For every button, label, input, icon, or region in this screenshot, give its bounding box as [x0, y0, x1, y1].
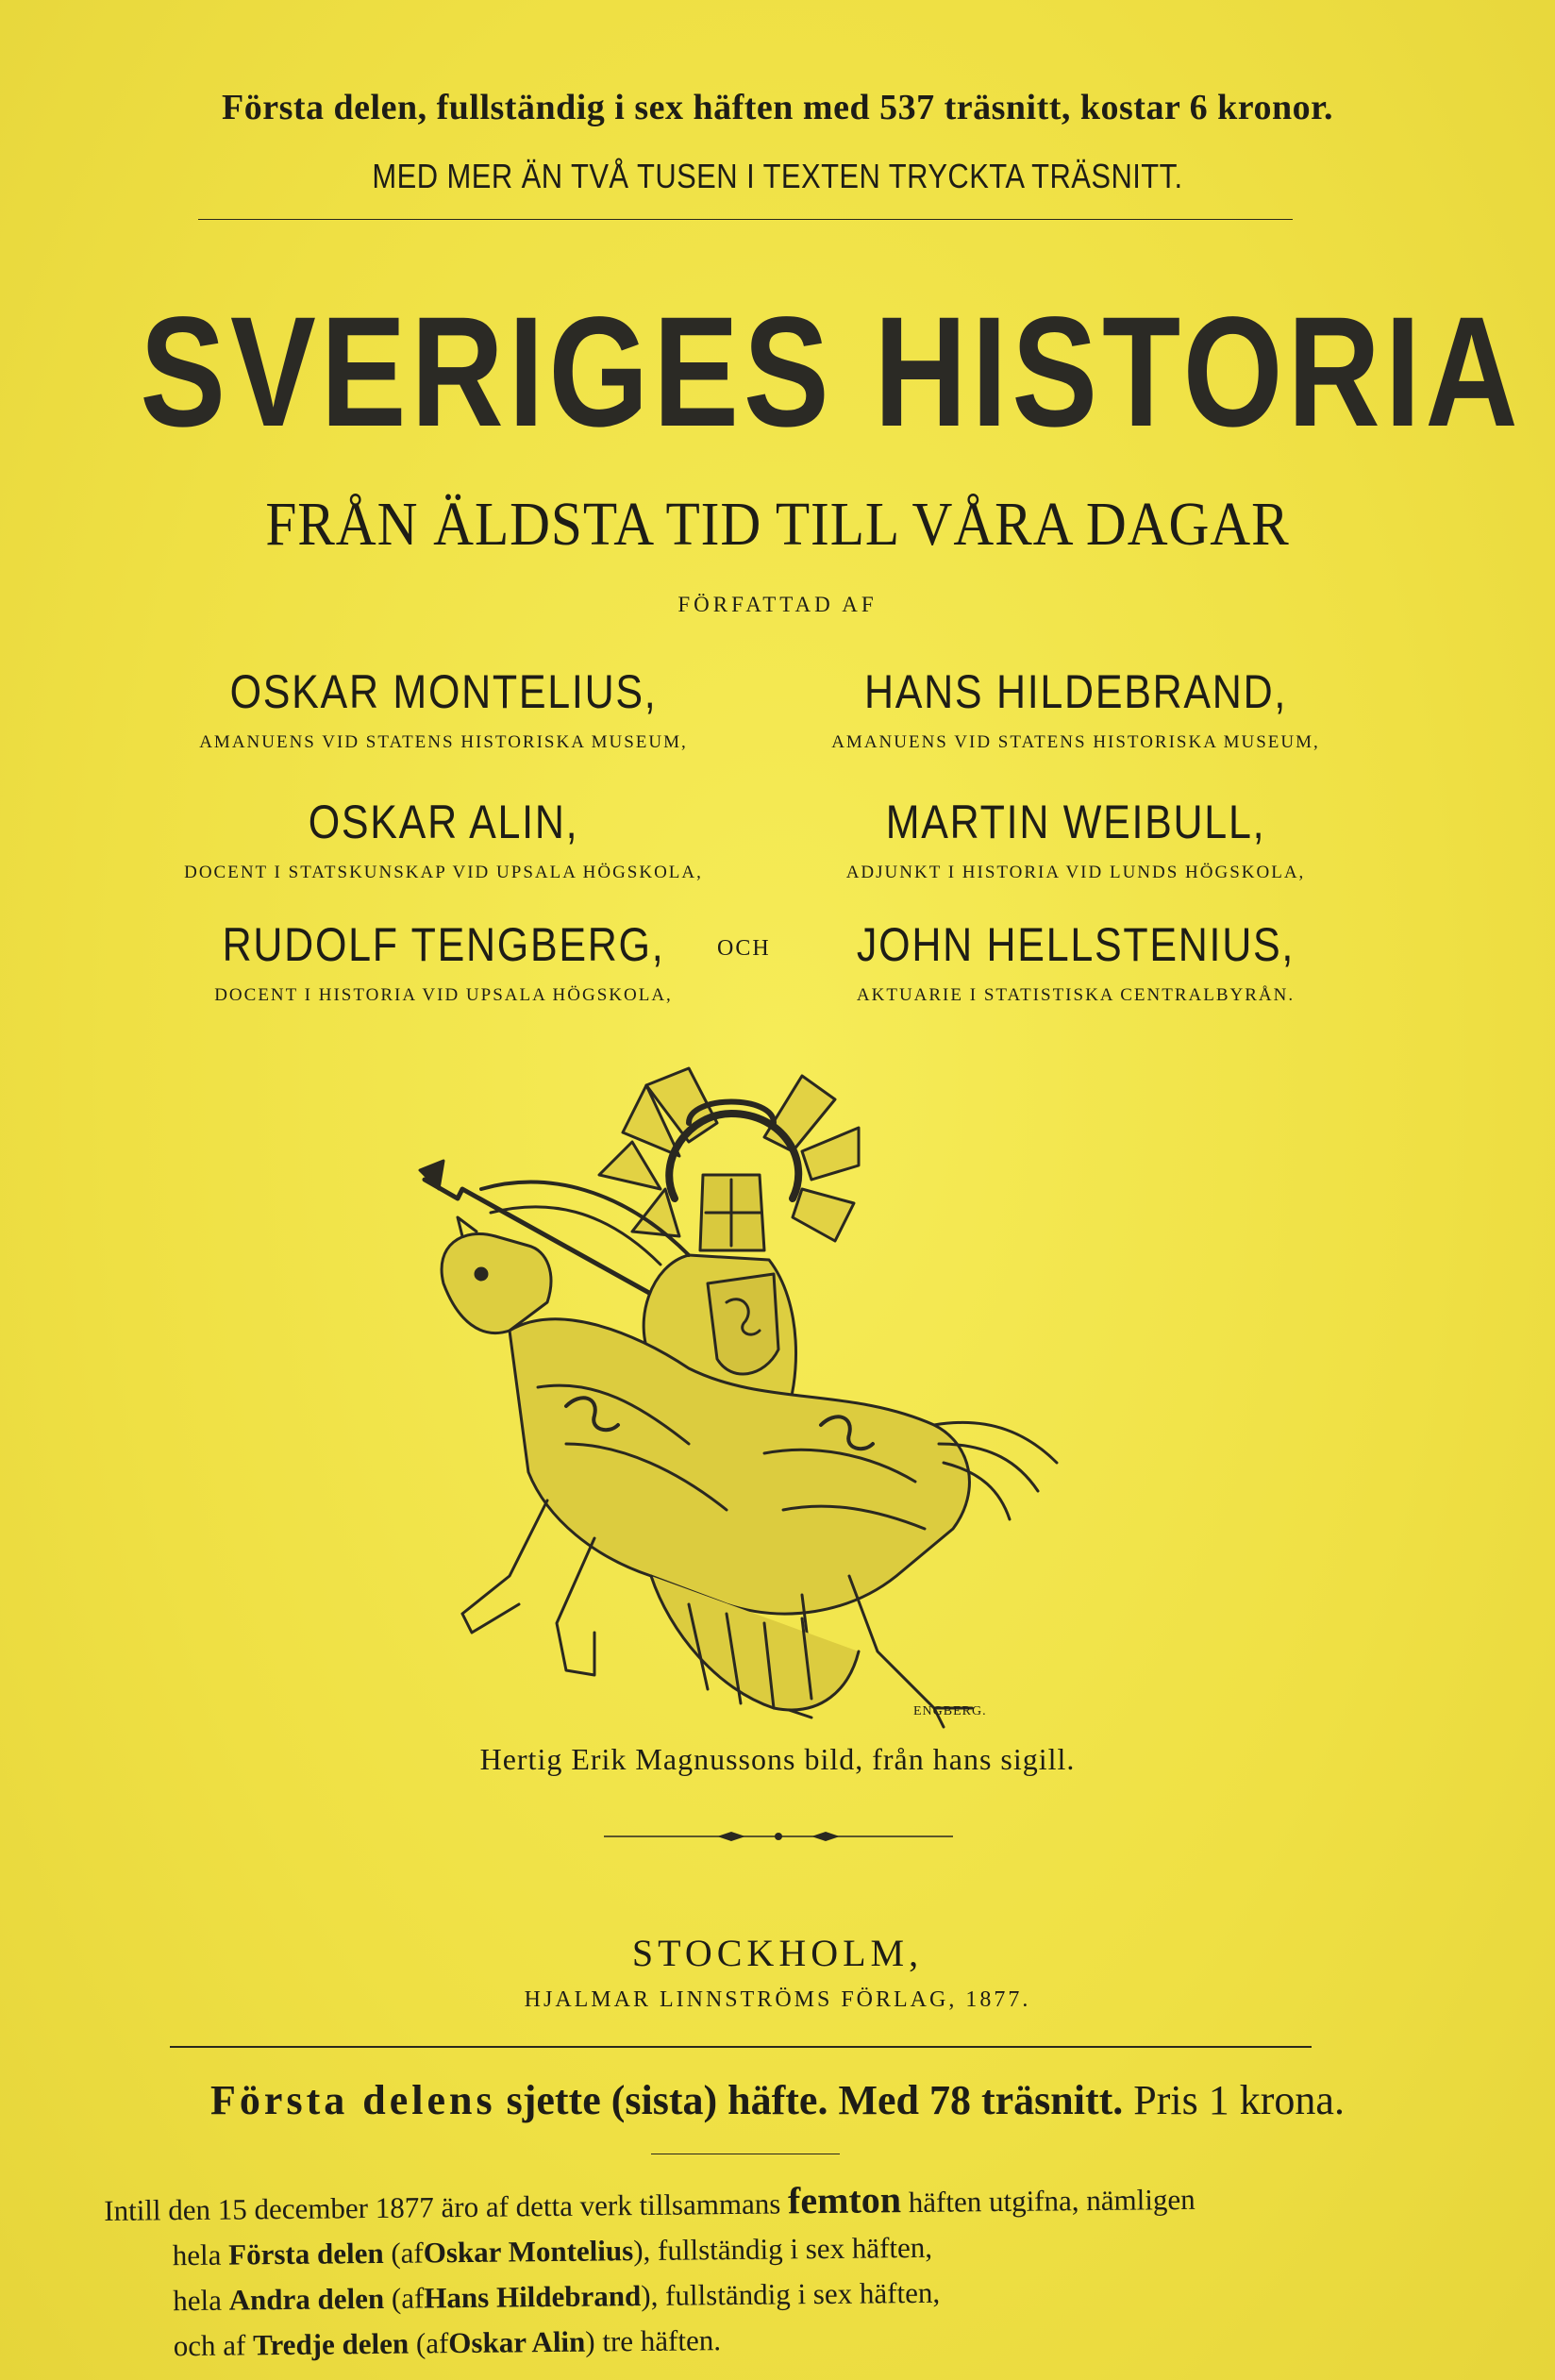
author-role: AMANUENS VID STATENS HISTORISKA MUSEUM, [199, 732, 688, 752]
author-role: ADJUNKT I HISTORIA VID LUNDS HÖGSKOLA, [845, 863, 1306, 882]
author-montelius [123, 664, 764, 753]
illustration-caption: Hertig Erik Magnussons bild, från hans sigill. [479, 1742, 1076, 1776]
author-hildebrand [783, 664, 1368, 753]
author-hellstenius [783, 917, 1368, 1006]
top-divider [198, 219, 1293, 220]
author-name: OSKAR MONTELIUS, [229, 665, 658, 718]
author-name: HANS HILDEBRAND, [863, 665, 1288, 718]
publication-status-paragraph [104, 2171, 1455, 2370]
knight-seal-illustration [406, 1048, 1104, 1746]
issue-number: sjette (sista) häfte. [506, 2077, 828, 2123]
issue-woodcuts: Med 78 träsnitt. [838, 2077, 1124, 2123]
author-weibull [783, 795, 1368, 883]
author-role: AKTUARIE I STATISTISKA CENTRALBYRÅN. [856, 985, 1296, 1005]
issue-notice [0, 2076, 1555, 2124]
imprint-publisher: HJALMAR LINNSTRÖMS FÖRLAG, 1877. [524, 1987, 1031, 2012]
page-title: SVERIGES HISTORIA [140, 285, 1523, 460]
byline: FÖRFATTAD AF [677, 593, 878, 616]
imprint-city: STOCKHOLM, [631, 1932, 924, 1974]
engraver-signature: ENGBERG. [913, 1704, 987, 1718]
issue-part-label: Första delens [210, 2077, 496, 2123]
issue-price: Pris 1 krona. [1133, 2077, 1345, 2123]
author-tengberg [123, 917, 764, 1006]
author-name: MARTIN WEIBULL, [885, 796, 1266, 848]
woodcut-notice: MED MER ÄN TVÅ TUSEN I TEXTEN TRYCKTA TRÄSNITT. [372, 157, 1183, 195]
imprint-divider [170, 2046, 1312, 2048]
author-alin [123, 795, 764, 883]
author-name: OSKAR ALIN, [308, 796, 579, 848]
status-line-3: hela Andra delen (afHans Hildebrand), fullständig i sex häften, [173, 2275, 941, 2318]
author-role: DOCENT I HISTORIA VID UPSALA HÖGSKOLA, [214, 985, 673, 1005]
page-subtitle: FRÅN ÄLDSTA TID TILL VÅRA DAGAR [265, 490, 1290, 559]
author-role: AMANUENS VID STATENS HISTORISKA MUSEUM, [831, 732, 1320, 752]
author-name: JOHN HELLSTENIUS, [856, 918, 1296, 971]
conjunction: OCH [717, 936, 771, 961]
status-line-1: Intill den 15 december 1877 äro af detta verk tillsammans femton häften utgifna, nämligen [104, 2178, 1196, 2227]
author-name: RUDOLF TENGBERG, [222, 918, 665, 971]
status-line-4: och af Tredje delen (afOskar Alin) tre häften. [173, 2323, 722, 2363]
price-notice: Första delen, fullständig i sex häften med 537 träsnitt, kostar 6 kronor. [222, 88, 1333, 127]
ornamental-divider [604, 1831, 953, 1842]
horse-head [442, 1233, 551, 1332]
status-line-2: hela Första delen (afOskar Montelius), fullständig i sex häften, [172, 2230, 933, 2272]
author-role: DOCENT I STATSKUNSKAP VID UPSALA HÖGSKOLA, [184, 863, 703, 882]
